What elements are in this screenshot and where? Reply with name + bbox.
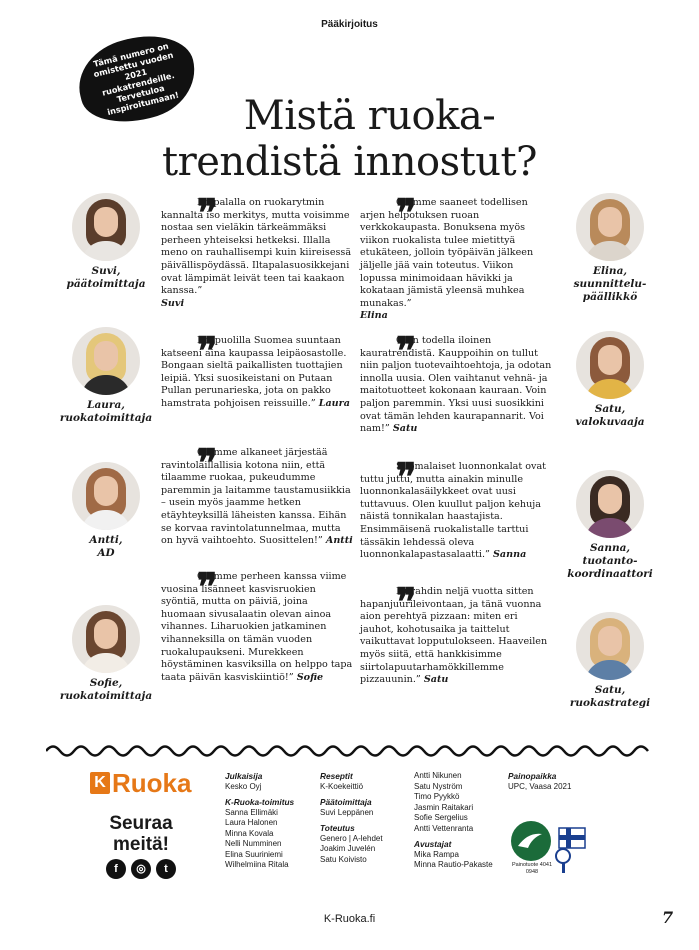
wavy-divider bbox=[46, 740, 656, 762]
quote-mark-icon: ❞ bbox=[197, 440, 218, 485]
quote-mark-icon: ❞ bbox=[396, 190, 417, 235]
website-url[interactable]: K-Ruoka.fi bbox=[323, 913, 376, 925]
credits-line: Joakim Juvelén bbox=[320, 844, 376, 853]
credits-heading: Painopaikka bbox=[508, 771, 557, 781]
cert-text: Painotuote 4041 0948 bbox=[511, 862, 553, 875]
credits-line: Minna Rautio-Pakaste bbox=[414, 860, 493, 869]
avatar bbox=[576, 612, 644, 680]
quote-signature: Antti bbox=[325, 535, 353, 547]
quote-signature: Laura bbox=[318, 397, 350, 409]
quote-signature: Sanna bbox=[492, 549, 527, 561]
credits-col-1 bbox=[225, 771, 294, 871]
quote-satu-photographer bbox=[360, 328, 552, 436]
credits-line: Minna Kovala bbox=[225, 828, 274, 838]
quote-sanna bbox=[360, 454, 552, 562]
headline-line-1: Mistä ruoka- bbox=[243, 93, 496, 139]
quote-text: Eri puolilla Suomea suuntaan katseeni aina kaupassa leipäosastolle. Bongaan sieltä paikallisten tuottajien leipiä. Yksi suosikeistani on Putaan Pullan perunarieska, jota on pakko hamstrata pohjoisen reissuille.” bbox=[161, 335, 347, 409]
person-role: päätoimittaja bbox=[66, 278, 146, 290]
person-suvi bbox=[56, 193, 156, 291]
quote-signature: Satu bbox=[392, 423, 418, 435]
avatar bbox=[576, 193, 644, 261]
k-logo-box: K bbox=[90, 772, 110, 794]
section-label: Pääkirjoitus bbox=[321, 19, 378, 30]
quote-suvi bbox=[161, 190, 353, 310]
person-sanna bbox=[560, 470, 660, 581]
credits-heading: Päätoimittaja bbox=[320, 797, 372, 807]
avatar bbox=[576, 470, 644, 538]
quote-laura bbox=[161, 328, 353, 411]
quote-text: Hurahdin neljä vuotta sitten hapanjuurileivontaan, ja tänä vuonna aion perehtyä pizzaan: miten eri jauhot, kohotusaika ja taittelut vaikuttavat lopputulokseen. Haaveilen myös siitä, että hankkisimme siirtolapuutarhamökkillemme pizzauunin.” bbox=[360, 586, 548, 686]
avatar bbox=[72, 327, 140, 395]
avatar bbox=[576, 331, 644, 399]
avatar-face bbox=[598, 345, 622, 375]
credits-line: Sanna Ellimäki bbox=[225, 807, 278, 817]
credits-line: K-Koekeittiö bbox=[320, 781, 364, 791]
person-role: ruokatoimittaja bbox=[59, 690, 153, 702]
avatar-face bbox=[94, 619, 118, 649]
person-role: suunnittelu-päällikkö bbox=[573, 278, 647, 303]
quote-text: Olemme saaneet todellisen arjen helpotuksen ruoan verkkokaupasta. Bonuksena myös viikon ruokalista tulee mietittyä etukäteen, jolloin työpäivän jälkeen jäljelle jää vain toteutus. Viikon lopussa minimoidaan hävikki ja kokataan jämistä yleensä muhkea munakas.” bbox=[360, 197, 534, 309]
person-name: Laura, bbox=[87, 399, 125, 411]
avatar-face bbox=[598, 207, 622, 237]
credits-line: Wilhelmiina Ritala bbox=[225, 860, 289, 869]
person-laura bbox=[56, 327, 156, 425]
instagram-icon[interactable]: ◎ bbox=[131, 859, 151, 879]
credits-line: Sofie Sergelius bbox=[414, 813, 468, 822]
quote-antti bbox=[161, 440, 353, 548]
credits-line: Satu Koivisto bbox=[320, 854, 367, 864]
avatar-face bbox=[94, 476, 118, 506]
quote-elina bbox=[360, 190, 552, 323]
quote-signature: Suvi bbox=[161, 297, 185, 309]
credits-line: Genero | A-lehdet bbox=[320, 833, 383, 843]
person-role: AD bbox=[97, 547, 115, 559]
person-name: Antti, bbox=[89, 534, 123, 546]
credits-line: Elina Suuriniemi bbox=[225, 849, 283, 859]
quote-text: Suomalaiset luonnonkalat ovat tuttu juttu, mutta ainakin minulle luonnonkalasäilykkeet ovat uusi tuttavuus. Olen kuullut paljon kehuja näistä tonnikalan haastajista. Ensimmäisenä ruokalistalle tarttui tässäkin lehdessä oleva luonnonkalapastasalaatti.” bbox=[360, 461, 547, 561]
credits-heading: Avustajat bbox=[414, 839, 452, 849]
credits-line: Antti Nikunen bbox=[414, 771, 462, 780]
person-name: Sofie, bbox=[89, 677, 123, 689]
quote-signature: Sofie bbox=[296, 671, 324, 683]
headline-line-2: trendistä innostut? bbox=[162, 139, 537, 185]
credits-line: Kesko Oyj bbox=[225, 781, 262, 791]
follow-us-text: Seuraa meitä! bbox=[109, 813, 173, 855]
facebook-icon[interactable]: f bbox=[106, 859, 126, 879]
credits-heading: Reseptit bbox=[320, 771, 353, 781]
credits-col-2 bbox=[320, 771, 383, 865]
credits-line: Mika Rampa bbox=[414, 849, 459, 859]
person-name: Sanna, bbox=[589, 542, 631, 554]
swan-label-icon bbox=[508, 820, 554, 862]
person-antti bbox=[56, 462, 156, 560]
person-role: tuotanto-koordinaattori bbox=[567, 555, 653, 580]
person-elina bbox=[560, 193, 660, 304]
wavy-line bbox=[46, 747, 648, 756]
person-name: Satu, bbox=[594, 403, 626, 415]
person-name: Suvi, bbox=[91, 265, 121, 277]
promo-badge-text: Tämä numero on omistettu vuoden 2021 ruokatrendeille. Tervetuloa inspiroitumaan! bbox=[92, 40, 180, 118]
quote-sofie bbox=[161, 564, 353, 684]
k-ruoka-logo[interactable] bbox=[90, 770, 191, 796]
credits-line: Jasmin Raitakari bbox=[414, 802, 474, 812]
avatar-face bbox=[598, 626, 622, 656]
person-role: ruokastrategi bbox=[569, 697, 651, 709]
credits-line: UPC, Vaasa 2021 bbox=[508, 781, 572, 791]
quote-mark-icon: ❞ bbox=[396, 454, 417, 499]
person-name: Satu, bbox=[594, 684, 626, 696]
quote-signature: Elina bbox=[360, 310, 388, 322]
avatar-face bbox=[94, 207, 118, 237]
quote-text: Olemme alkaneet järjestää ravintolaillallisia kotona niin, että tilaamme ruokaa, pukeudumme paremmin ja laitamme taustamusiikkia – usein myös jaamme hetken etäyhteyksillä läheisten kanssa. Eihän se korvaa ravintolatunnelmaa, mutta on hyvä vaihtoehto. Suosittelen!” bbox=[161, 447, 351, 547]
quote-text: Olemme perheen kanssa viime vuosina lisänneet kasvisruokien syöntiä, mutta on päiviä, joina huomaan sivusalaatin olevan ainoa vihannes. Liharuokien jatkaminen vihanneksilla on tämän vuoden ruokalupaukseni. Murekkeen höystäminen kasviksilla on helppo tapa taata päivän kasviskiintiö!” bbox=[161, 571, 353, 683]
avatar-face bbox=[94, 341, 118, 371]
quote-mark-icon: ❞ bbox=[396, 579, 417, 624]
credits-col-3 bbox=[414, 771, 493, 871]
quote-signature: Satu bbox=[423, 674, 449, 686]
avatar bbox=[72, 193, 140, 261]
credits-heading: Julkaisija bbox=[225, 771, 263, 781]
credits-line: Satu Nyström bbox=[414, 781, 463, 791]
person-satu-photographer bbox=[560, 331, 660, 429]
avatar-face bbox=[598, 484, 622, 514]
person-name: Elina, bbox=[592, 265, 628, 277]
person-satu-strategist bbox=[560, 612, 660, 710]
credits-line: Nelli Numminen bbox=[225, 839, 282, 848]
quote-mark-icon: ❞ bbox=[396, 328, 417, 373]
social-links bbox=[106, 859, 176, 879]
logo-wordmark: Ruoka bbox=[112, 768, 192, 798]
quote-mark-icon: ❞ bbox=[197, 190, 218, 235]
page-number: 7 bbox=[662, 908, 674, 927]
quote-mark-icon: ❞ bbox=[197, 328, 218, 373]
avatar bbox=[72, 605, 140, 673]
quote-mark-icon: ❞ bbox=[197, 564, 218, 609]
credits-col-4 bbox=[508, 771, 571, 792]
quote-satu-strategist bbox=[360, 579, 552, 687]
person-sofie bbox=[56, 605, 156, 703]
avatar bbox=[72, 462, 140, 530]
credits-line: Laura Halonen bbox=[225, 818, 278, 827]
credits-line: Suvi Leppänen bbox=[320, 807, 374, 817]
credits-line: Timo Pyykkö bbox=[414, 792, 460, 801]
credits-line: Antti Vettenranta bbox=[414, 823, 474, 833]
twitter-icon[interactable]: t bbox=[156, 859, 176, 879]
person-role: ruokatoimittaja bbox=[59, 412, 153, 424]
key-flag-icon bbox=[553, 826, 587, 874]
quote-text: Iltapalalla on ruokarytmin kannalta iso merkitys, mutta voisimme nostaa sen vieläkin tärkeämmäksi perheen yhteiseksi hetkeksi. Illalla meno on rauhallisempi kuin kiireisessä päivällispöydässä. Iltapalasuosikkejani ovat lämpimät leivät teen tai kaakaon kanssa.” bbox=[161, 197, 352, 297]
credits-heading: Toteutus bbox=[320, 823, 355, 833]
person-role: valokuvaaja bbox=[575, 416, 645, 428]
quote-text: Olen todella iloinen kauratrendistä. Kauppoihin on tullut niin paljon tuotevaihtoehtoja, ja odotan innolla uusia. Olen vaihtanut vehnä- ja maitotuotteet kokonaan kauraan. Voin paljon paremmin. Yksi uusi suosikkini ovat tämän lehden kaurapannarit. Voi nam!” bbox=[360, 335, 552, 435]
credits-heading: K-Ruoka-toimitus bbox=[225, 797, 295, 807]
